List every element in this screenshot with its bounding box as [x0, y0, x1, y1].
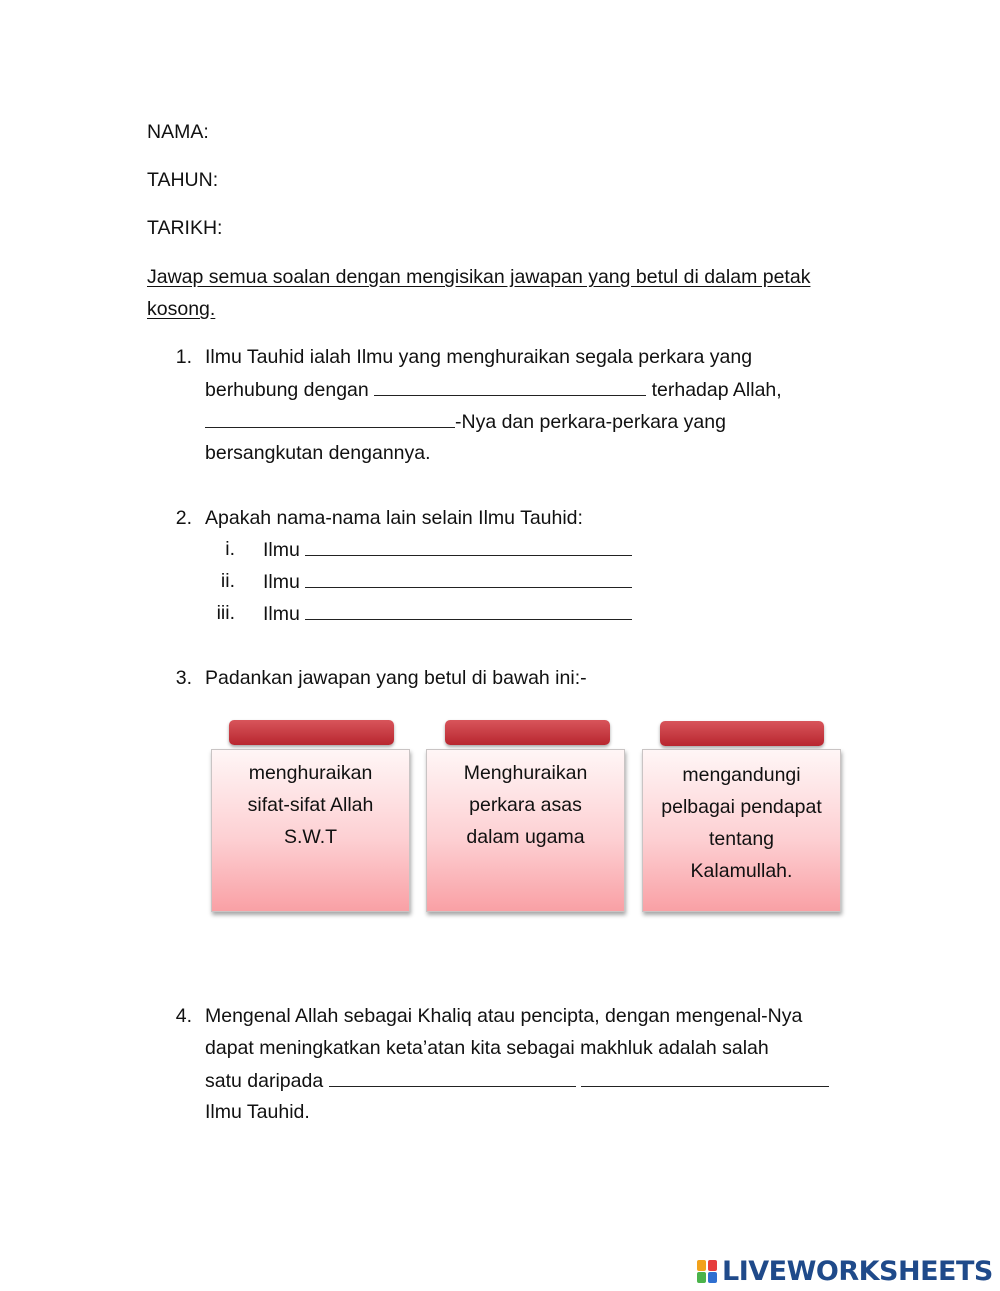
q2-item-2 — [263, 569, 632, 594]
q2-roman-1: i. — [225, 538, 235, 560]
q2-item-1 — [263, 537, 632, 562]
match-card-1 — [211, 749, 410, 912]
q2-item-1-label: Ilmu — [263, 539, 300, 561]
liveworksheets-logo — [697, 1256, 993, 1286]
q2-item-3-label: Ilmu — [263, 603, 300, 625]
card-2-line-1: Menghuraikan — [463, 762, 588, 784]
q3-text: Padankan jawapan yang betul di bawah ini:- — [205, 667, 587, 689]
q2-number: 2. — [175, 507, 192, 529]
q4-line-2: dapat meningkatkan keta’atan kita sebagai makhluk adalah salah — [205, 1037, 769, 1059]
card-3-line-3: tentang — [708, 828, 775, 850]
q3-number: 3. — [175, 667, 192, 689]
q2-roman-3: iii. — [216, 602, 235, 624]
q2-text: Apakah nama-nama lain selain Ilmu Tauhid: — [205, 507, 583, 529]
liveworksheets-logo-icon — [697, 1258, 719, 1284]
liveworksheets-brand: LIVEWORKSHEETS — [722, 1255, 993, 1287]
instruction-line-1: Jawap semua soalan dengan mengisikan jawapan yang betul di dalam petak — [147, 266, 811, 288]
q2-item-2-label: Ilmu — [263, 571, 300, 593]
q2-blank-1[interactable] — [305, 537, 632, 556]
q2-item-3 — [263, 601, 632, 626]
q1-line-2b: terhadap Allah, — [651, 379, 782, 401]
q1-line-1: Ilmu Tauhid ialah Ilmu yang menghuraikan segala perkara yang — [205, 346, 753, 368]
match-card-2 — [426, 749, 625, 912]
q2-roman-2: ii. — [220, 570, 235, 592]
q1-number: 1. — [175, 346, 192, 368]
q1-blank-2[interactable] — [205, 409, 455, 428]
q2-blank-3[interactable] — [305, 601, 632, 620]
card-1-line-3: S.W.T — [283, 826, 338, 848]
nama-label: NAMA: — [147, 121, 209, 143]
q1-line-3 — [205, 409, 726, 434]
q4-line-4: Ilmu Tauhid. — [205, 1101, 310, 1123]
instruction-line-2: kosong. — [147, 298, 216, 320]
q4-blank-1[interactable] — [329, 1068, 576, 1087]
q1-blank-1[interactable] — [374, 377, 646, 396]
q1-line-2 — [205, 377, 782, 402]
answer-slot-3[interactable] — [660, 721, 824, 746]
q1-line-3-text: -Nya dan perkara-perkara yang — [455, 411, 726, 433]
match-card-3 — [642, 749, 841, 912]
tarikh-label: TARIKH: — [147, 217, 223, 239]
card-3-line-4: Kalamullah. — [690, 860, 793, 882]
q4-line-3 — [205, 1068, 829, 1093]
q4-number: 4. — [175, 1005, 192, 1027]
q1-line-4: bersangkutan dengannya. — [205, 442, 431, 464]
card-2-line-2: perkara asas — [469, 794, 582, 816]
tahun-label: TAHUN: — [147, 169, 219, 191]
card-1-line-2: sifat-sifat Allah — [247, 794, 374, 816]
q2-blank-2[interactable] — [305, 569, 632, 588]
answer-slot-1[interactable] — [229, 720, 394, 745]
card-3-line-1: mengandungi — [682, 764, 801, 786]
q4-blank-2[interactable] — [581, 1068, 829, 1087]
card-3-line-2: pelbagai pendapat — [661, 796, 822, 818]
q4-line-3-text: satu daripada — [205, 1070, 324, 1092]
q1-line-2a: berhubung dengan — [205, 379, 369, 401]
card-1-line-1: menghuraikan — [248, 762, 373, 784]
answer-slot-2[interactable] — [445, 720, 610, 745]
q4-line-1: Mengenal Allah sebagai Khaliq atau pencipta, dengan mengenal-Nya — [205, 1005, 803, 1027]
card-2-line-3: dalam ugama — [466, 826, 585, 848]
